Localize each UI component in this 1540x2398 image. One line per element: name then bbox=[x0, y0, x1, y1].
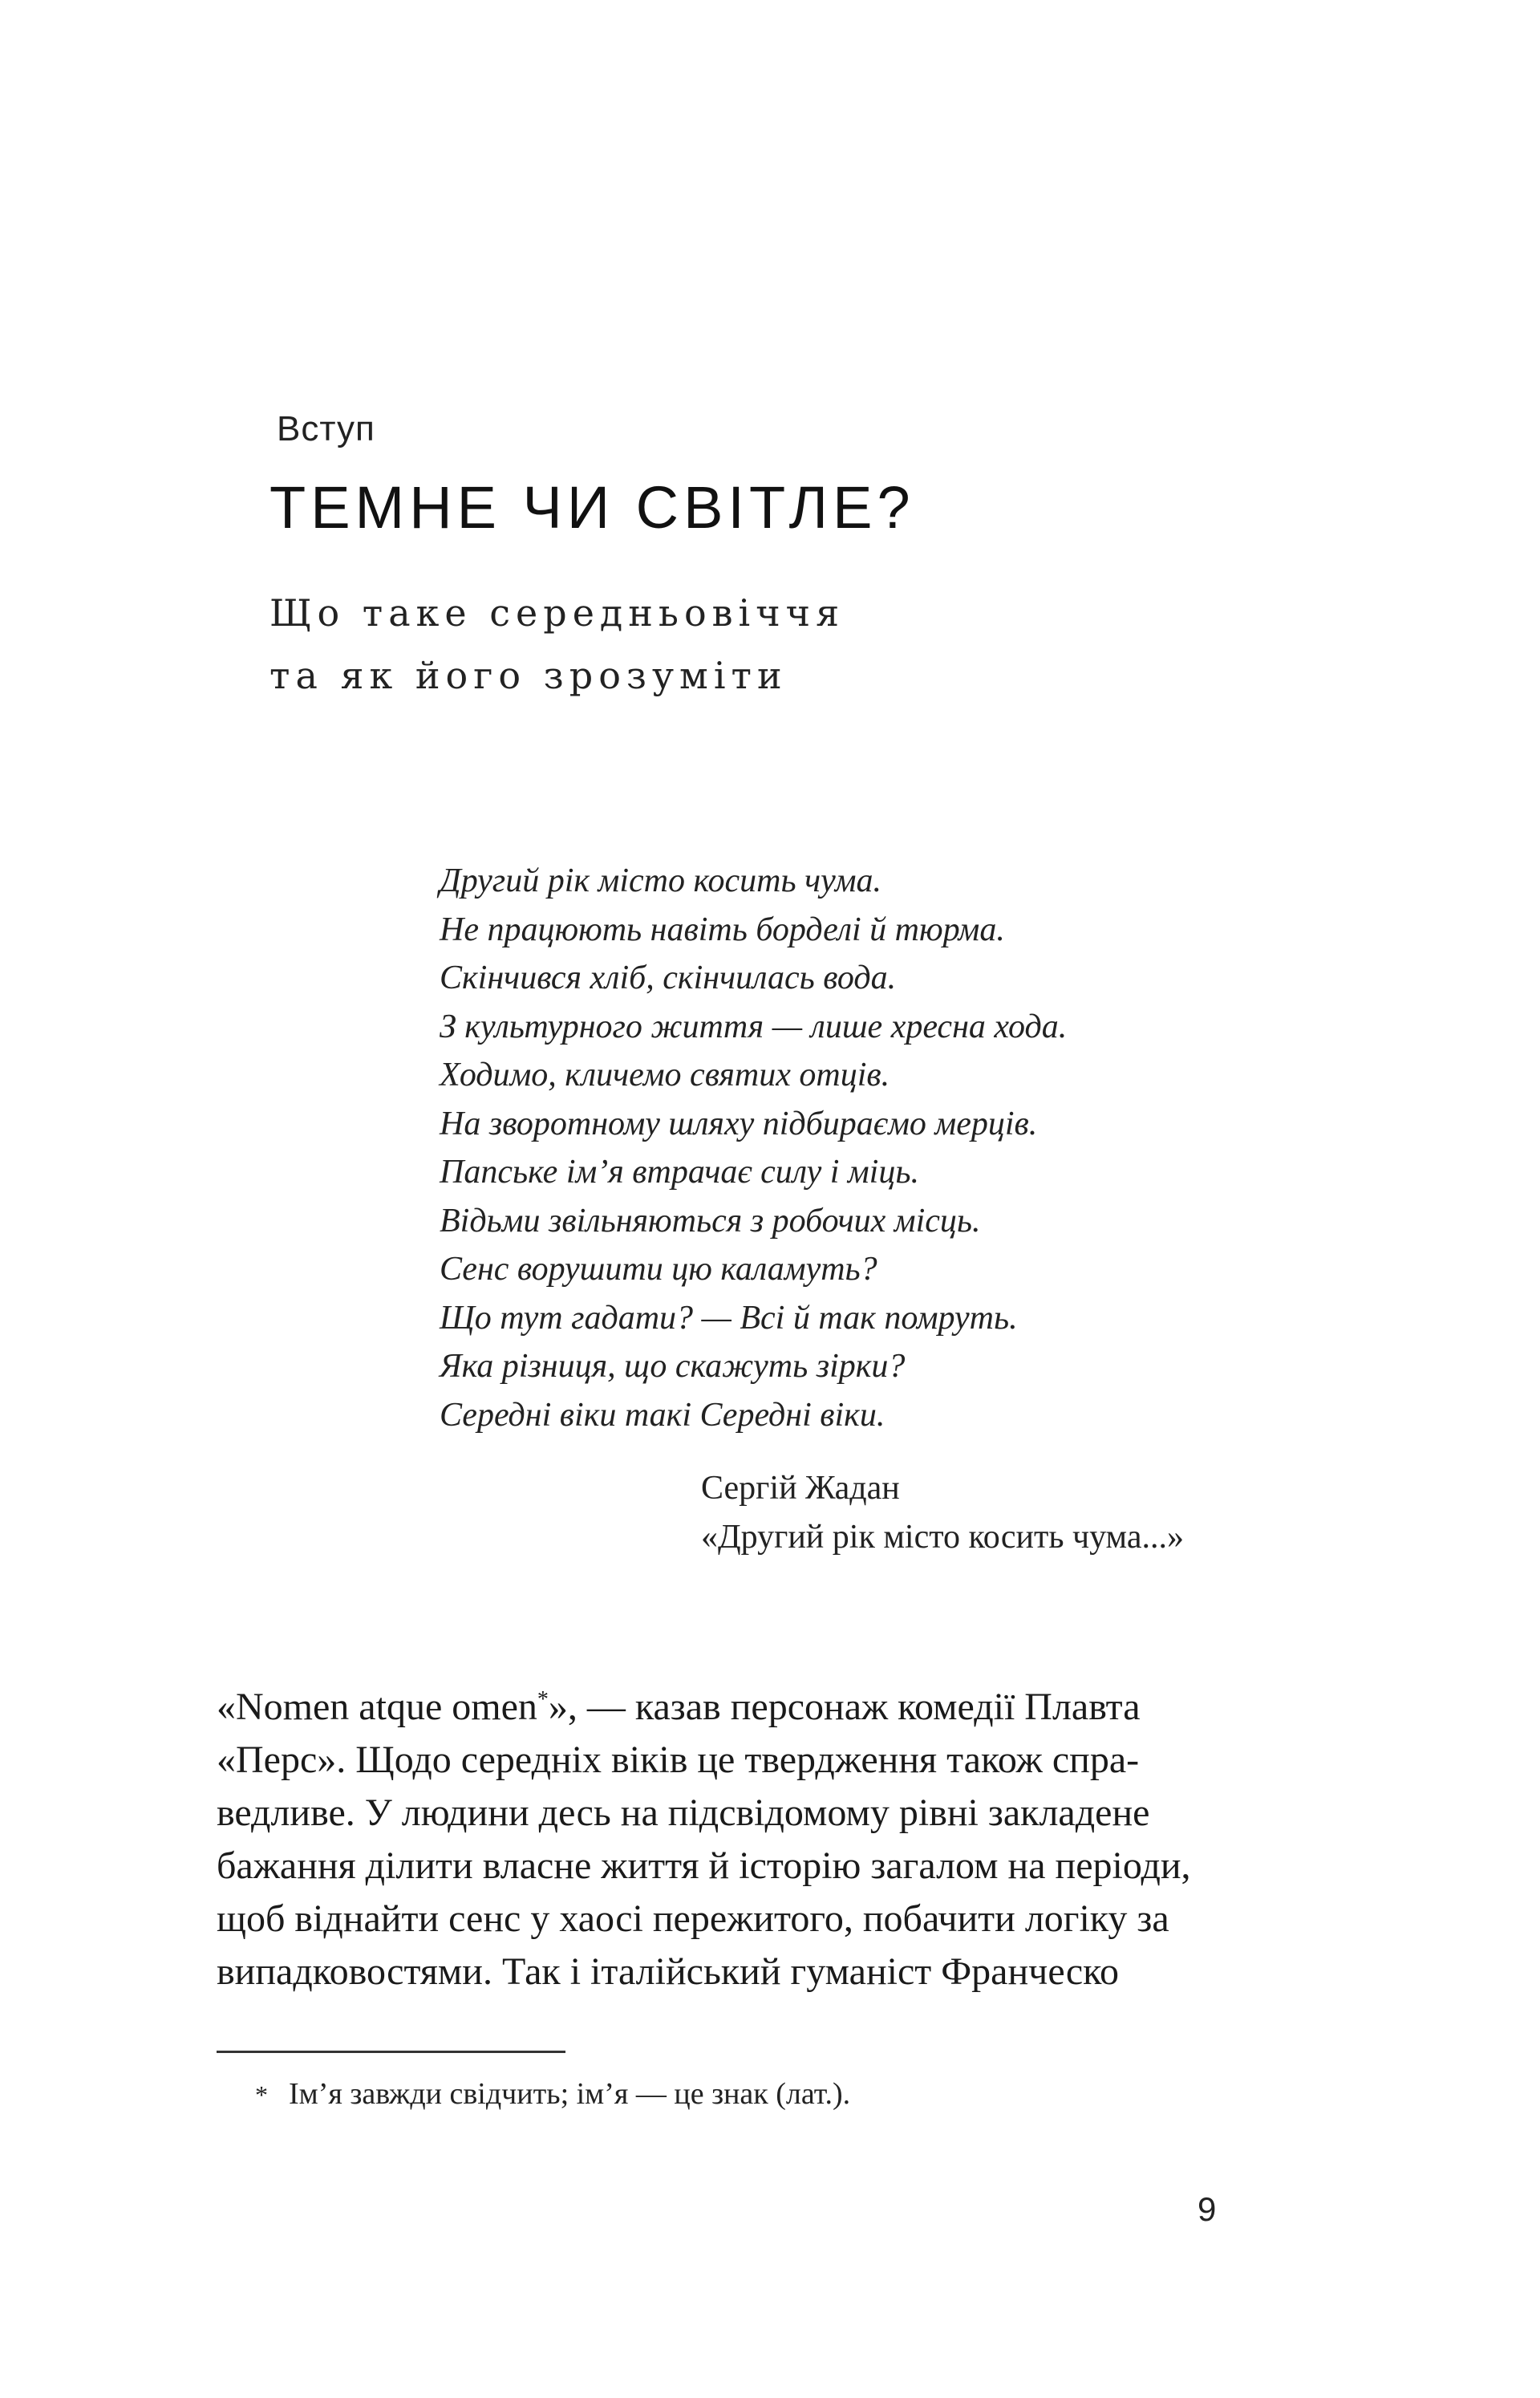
body-line: щоб віднайти сенс у хаосі пережитого, побачити логіку за bbox=[217, 1897, 1169, 1940]
epigraph-line: Не працюють навіть борделі й тюрма. bbox=[440, 911, 1005, 948]
body-line-end: », — казав персонаж комедії Плавта bbox=[548, 1686, 1141, 1728]
epigraph-line: Що тут гадати? — Всі й так помруть. bbox=[440, 1299, 1018, 1337]
epigraph-line: Відьми звільняються з робочих місць. bbox=[440, 1202, 981, 1240]
footnote-divider bbox=[217, 2051, 565, 2053]
epigraph-line: З культурного життя — лише хресна хода. bbox=[440, 1008, 1068, 1045]
body-paragraph bbox=[217, 1681, 1283, 1998]
epigraph-author: Сергій Жадан bbox=[701, 1470, 900, 1507]
epigraph-line: Папське ім’я втрачає силу і міць. bbox=[440, 1154, 919, 1191]
epigraph-line: Сенс ворушити цю каламуть? bbox=[440, 1251, 877, 1288]
epigraph-line: Ходимо, кличемо святих отців. bbox=[440, 1057, 890, 1094]
footnote-mark: * bbox=[255, 2080, 268, 2109]
subtitle-line: та як його зрозуміти bbox=[270, 654, 788, 697]
body-line bbox=[217, 1681, 1283, 1734]
chapter-subtitle bbox=[270, 582, 845, 707]
page-number: 9 bbox=[1198, 2190, 1217, 2228]
chapter-title: ТЕМНЕ ЧИ СВІТЛЕ? bbox=[270, 474, 915, 541]
subtitle-line: Що таке середньовіччя bbox=[270, 591, 845, 635]
body-line: ведливе. У людини десь на підсвідомому рівні закладене bbox=[217, 1791, 1150, 1834]
epigraph-source: «Другий рік місто косить чума...» bbox=[701, 1519, 1184, 1556]
epigraph-line: Яка різниця, що скажуть зірки? bbox=[440, 1348, 906, 1385]
epigraph-poem bbox=[440, 857, 1067, 1439]
epigraph-line: На зворотному шляху підбираємо мерців. bbox=[440, 1105, 1038, 1142]
footnote-text: Ім’я завжди свідчить; ім’я — це знак (лат.). bbox=[289, 2077, 851, 2111]
body-line: «Перс». Щодо середніх віків це твердження також спра- bbox=[217, 1739, 1140, 1781]
body-line: бажання ділити власне життя й історію загалом на періоди, bbox=[217, 1844, 1191, 1887]
epigraph-attribution bbox=[701, 1464, 1184, 1562]
footnote-reference[interactable]: * bbox=[537, 1687, 549, 1712]
body-line-start: «Nomen atque omen bbox=[217, 1686, 537, 1728]
chapter-label: Вступ bbox=[277, 409, 375, 448]
body-line: випадковостями. Так і італійський гуманіст Франческо bbox=[217, 1950, 1119, 1993]
footnote bbox=[255, 2076, 850, 2112]
epigraph-line: Другий рік місто косить чума. bbox=[440, 862, 882, 899]
epigraph-line: Середні віки такі Середні віки. bbox=[440, 1396, 886, 1434]
epigraph-line: Скінчився хліб, скінчилась вода. bbox=[440, 960, 897, 996]
